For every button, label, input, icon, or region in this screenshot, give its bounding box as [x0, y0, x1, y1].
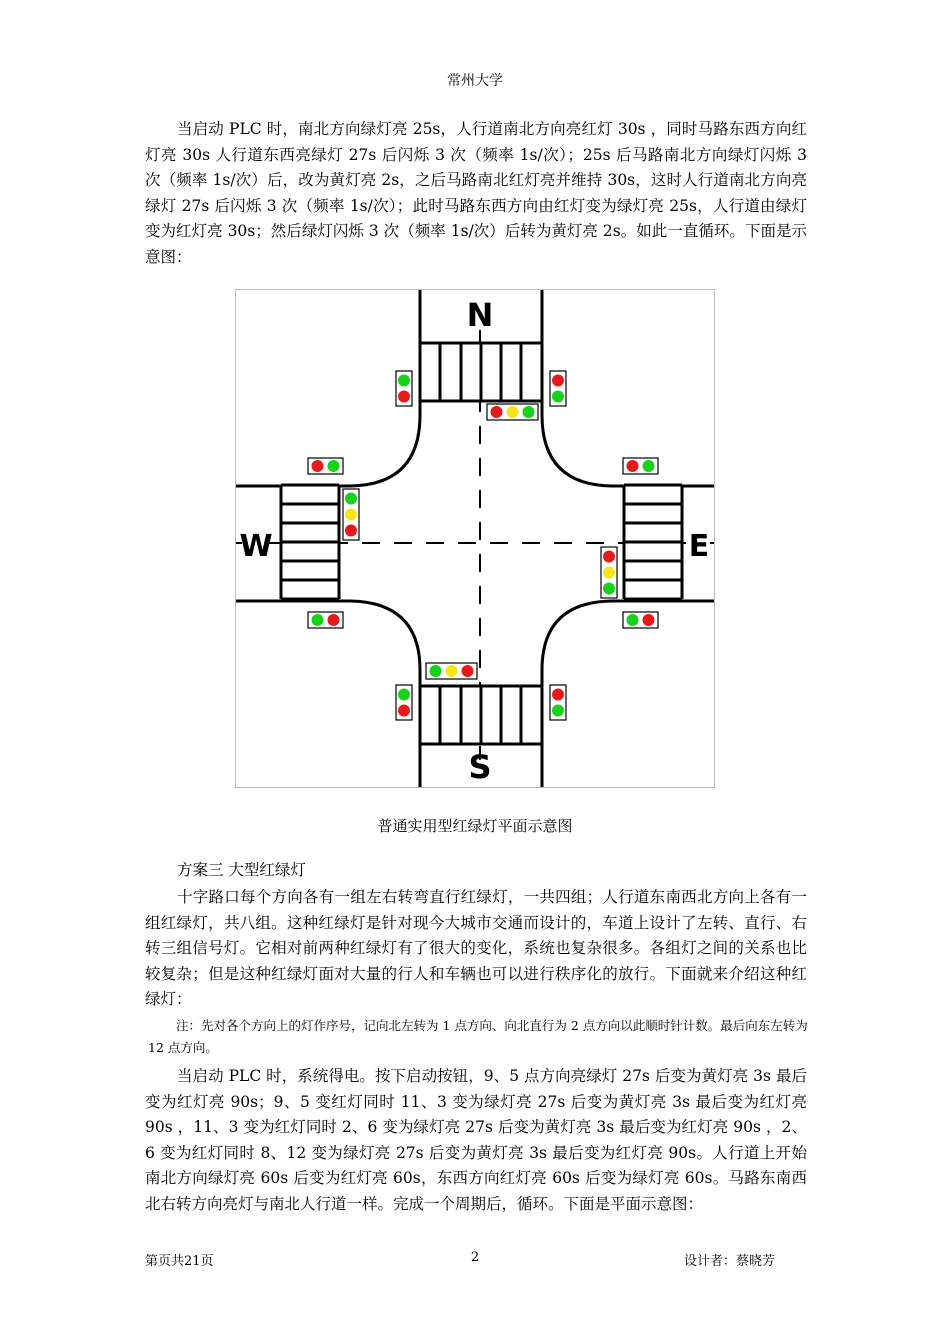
signal-south-west-ped-green-lamp	[398, 689, 410, 701]
road-edge-se	[542, 601, 714, 787]
footer-page-number: 2	[470, 1250, 480, 1265]
crosswalk-east	[624, 485, 682, 599]
traffic-lights	[308, 371, 658, 720]
west-label: W	[239, 529, 273, 564]
road-edge-ne	[542, 290, 714, 486]
signal-south-east-ped-green-lamp	[552, 705, 564, 717]
paragraph-large-cycle: 当启动 PLC 时，系统得电。按下启动按钮，9、5 点方向亮绿灯 27s 后变为黄灯亮 3s 最后变为红灯亮 90s；9、5 变红灯同时 11、3 变为绿灯亮 27s 后变为黄灯亮 3s 最后变为红灯亮 90s ，11、3 变为红灯同时 2、6 变为绿灯亮 27s 后变为黄灯亮 3s 最后变为红灯亮 90s ，2、6 变为红灯同时 8、12 变为绿灯亮 27s 后变为黄灯亮 3s 最后变为红灯亮 90s。人行道上开始南北方向绿灯亮 60s 后变为红灯亮 60s，东西方向红灯亮 60s 后变为绿灯亮 60s。马路东南西北右转方向亮灯与南北人行道一样。完成一个周期后，循环。下面是平面示意图：	[145, 1067, 807, 1213]
figure-caption: 普通实用型红绿灯平面示意图	[377, 817, 573, 835]
signal-north-west-ped-red-lamp	[398, 391, 410, 403]
signal-east-vehicle-yellow-lamp	[603, 567, 615, 579]
paragraph-large-lights: 十字路口每个方向各有一组左右转弯直行红绿灯，一共四组；人行道东南西北方向上各有一组红绿灯，共八组。这种红绿灯是针对现今大城市交通而设计的，车道上设计了左转、直行、右转三组信号灯。它相对前两种红绿灯有了很大的变化，系统也复杂很多。各组灯之间的关系也比较复杂；但是这种红绿灯面对大量的行人和车辆也可以进行秩序化的放行。下面就来介绍这种红绿灯：	[145, 888, 807, 1008]
signal-south-vehicle-red-lamp	[462, 665, 474, 677]
signal-east-bottom-ped-red-lamp	[643, 614, 655, 626]
signal-east-vehicle-green-lamp	[603, 583, 615, 595]
road-edge-nw	[236, 290, 420, 486]
note-text: 注：先对各个方向上的灯作序号，记向北左转为 1 点方向、向北直行为 2 点方向以此顺时针计数。最后向东左转为 12 点方向。	[148, 1018, 808, 1055]
crosswalk-north	[420, 343, 542, 401]
signal-south-east-ped-red-lamp	[552, 689, 564, 701]
signal-north-west-ped-green-lamp	[398, 375, 410, 387]
signal-east-bottom-ped-green-lamp	[627, 614, 639, 626]
signal-east-vehicle-red-lamp	[603, 551, 615, 563]
paragraph-plc-cycle: 当启动 PLC 时，南北方向绿灯亮 25s，人行道南北方向亮红灯 30s ，同时马路东西方向红灯亮 30s 人行道东西亮绿灯 27s 后闪烁 3 次（频率 1s/次）；25s 后马路南北方向绿灯闪烁 3 次（频率 1s/次）后，改为黄灯亮 2s，之后马路南北红灯亮并维持 30s，这时人行道南北方向亮绿灯 27s 后闪烁 3 次（频率 1s/次）；此时马路东西方向由红灯变为绿灯亮 25s，人行道由绿灯变为红灯亮 30s；然后绿灯闪烁 3 次（频率 1s/次）后转为黄灯亮 2s。如此一直循环。下面是示意图：	[145, 120, 807, 266]
intersection-svg	[236, 290, 714, 787]
signal-north-vehicle-yellow-lamp	[507, 406, 519, 418]
signal-north-vehicle-green-lamp	[523, 406, 535, 418]
signal-west-vehicle-yellow-lamp	[345, 509, 357, 521]
crosswalk-south	[420, 686, 542, 744]
intersection-diagram	[235, 289, 715, 788]
signal-east-top-ped-green-lamp	[643, 460, 655, 472]
signal-north-east-ped-red-lamp	[552, 375, 564, 387]
signal-north-vehicle-red-lamp	[491, 406, 503, 418]
footer-designer: 设计者：蔡晓芳	[684, 1254, 776, 1269]
signal-south-west-ped-red-lamp	[398, 705, 410, 717]
south-label: S	[468, 748, 492, 786]
signal-west-top-ped-red-lamp	[312, 460, 324, 472]
signal-south-vehicle-green-lamp	[430, 665, 442, 677]
road-edge-sw	[236, 601, 420, 787]
east-label: E	[688, 529, 710, 564]
signal-west-vehicle-green-lamp	[345, 493, 357, 505]
signal-south-vehicle-yellow-lamp	[446, 665, 458, 677]
crosswalk-west	[281, 485, 339, 599]
signal-west-bottom-ped-green-lamp	[312, 614, 324, 626]
signal-east-top-ped-red-lamp	[627, 460, 639, 472]
page-header: 常州大学	[447, 73, 503, 89]
signal-north-east-ped-green-lamp	[552, 391, 564, 403]
signal-west-bottom-ped-red-lamp	[328, 614, 340, 626]
north-label: N	[466, 296, 494, 334]
signal-west-top-ped-green-lamp	[328, 460, 340, 472]
section-title: 方案三 大型红绿灯	[177, 861, 306, 879]
footer-page-info: 第页共21页	[145, 1254, 214, 1269]
signal-west-vehicle-red-lamp	[345, 525, 357, 537]
